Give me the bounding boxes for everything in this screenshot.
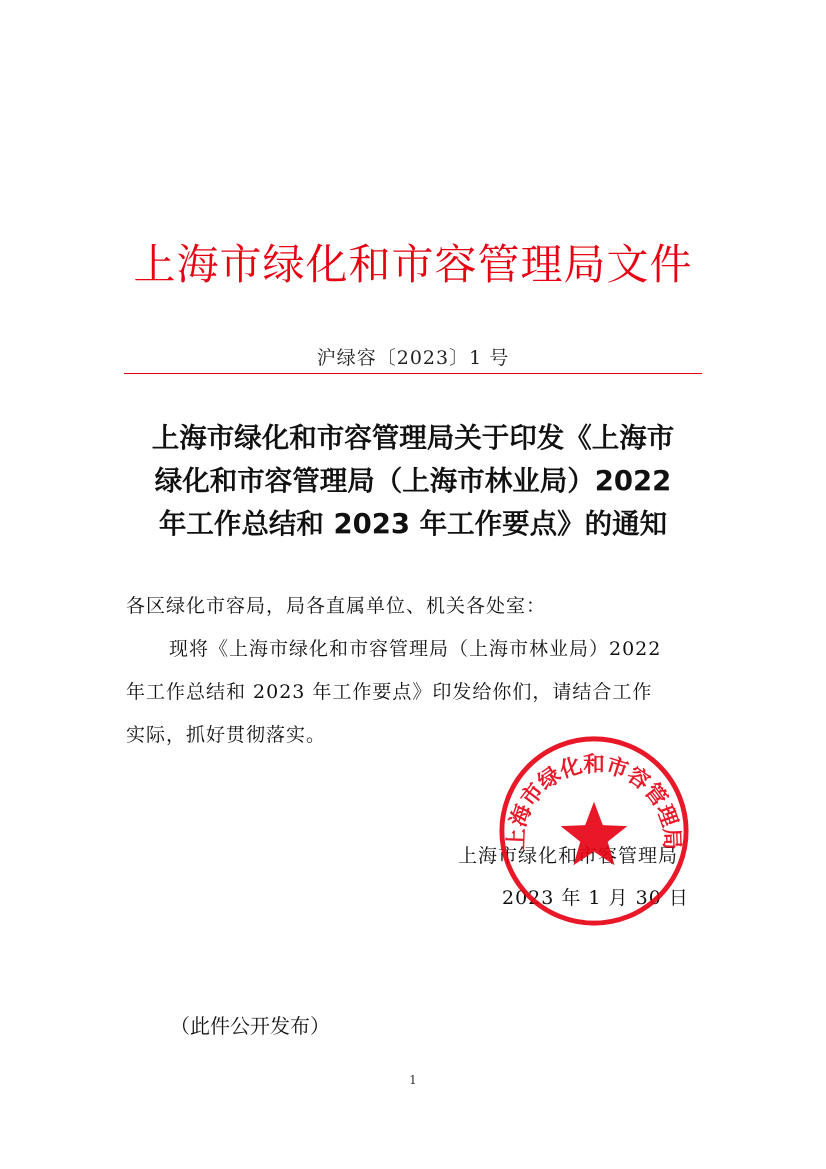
- body-paragraph-line: 现将《上海市绿化和市容管理局（上海市林业局）2022: [169, 638, 662, 660]
- notice-title-line: 上海市绿化和市容管理局关于印发《上海市: [151, 422, 675, 454]
- notice-title-line: 年工作总结和 2023 年工作要点》的通知: [158, 508, 668, 540]
- star-icon: [561, 802, 628, 866]
- page-number: 1: [409, 1073, 417, 1087]
- issuer-name: 上海市绿化和市容管理局: [458, 845, 679, 867]
- document-header-title: 上海市绿化和市容管理局文件: [133, 240, 693, 289]
- public-release-note: （此件公开发布）: [170, 1014, 330, 1038]
- issue-date: 2023 年 1 月 30 日: [502, 887, 689, 909]
- document-number: 沪绿容〔2023〕1 号: [316, 347, 510, 369]
- body-paragraph-line: 年工作总结和 2023 年工作要点》印发给你们，请结合工作: [126, 681, 653, 703]
- recipient-line: 各区绿化市容局，局各直属单位、机关各处室：: [126, 595, 547, 617]
- notice-title-line: 绿化和市容管理局（上海市林业局）2022: [154, 465, 672, 497]
- notice-title: [116, 417, 710, 546]
- official-seal: [496, 733, 692, 929]
- red-divider-line: [124, 373, 702, 374]
- seal-text: 上海市绿化和市容管理局: [504, 752, 684, 851]
- body-paragraph-line: 实际，抓好贯彻落实。: [126, 724, 327, 746]
